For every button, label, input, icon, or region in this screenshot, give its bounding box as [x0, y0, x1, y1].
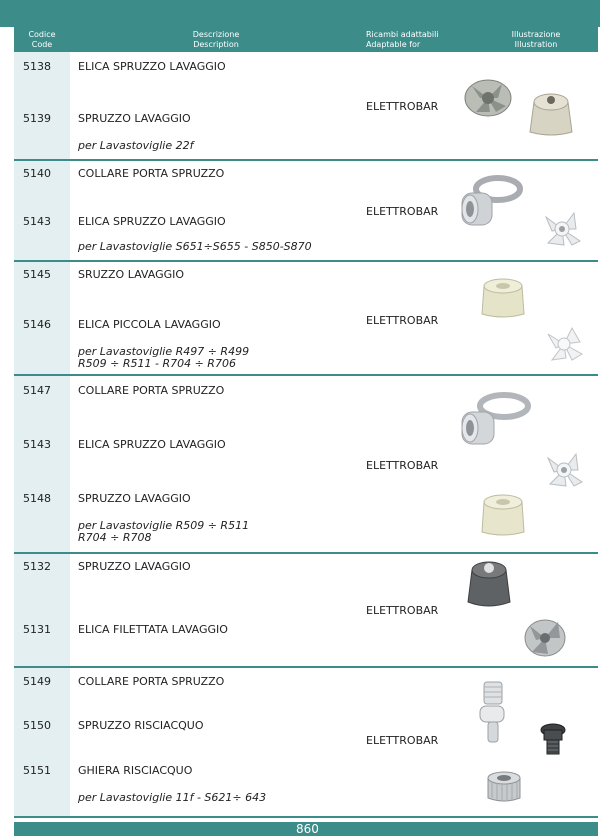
part-code: 5132	[23, 560, 51, 573]
code-column	[14, 668, 70, 816]
header-description	[76, 30, 356, 50]
part-description: ELICA FILETTATA LAVAGGIO	[78, 623, 228, 636]
white-propeller-icon	[542, 450, 586, 490]
part-code: 5140	[23, 167, 51, 180]
part-description: ELICA SPRUZZO LAVAGGIO	[78, 438, 226, 451]
top-band	[0, 0, 600, 27]
parts-section-1	[14, 52, 598, 161]
header-ill-it: Illustrazione	[511, 30, 561, 39]
part-code: 5150	[23, 719, 51, 732]
parts-section-4	[14, 376, 598, 554]
compatibility-note: per Lavastoviglie S651÷S655 - S850-S870	[78, 240, 312, 253]
grey-ring-nut-icon	[484, 768, 524, 808]
header-code-it: Codice	[28, 30, 56, 39]
header-desc-it: Descrizione	[192, 30, 240, 39]
cream-nozzle-icon	[478, 490, 528, 538]
part-code: 5149	[23, 675, 51, 688]
white-small-propeller-icon	[542, 324, 586, 364]
part-description: ELICA SPRUZZO LAVAGGIO	[78, 60, 226, 73]
part-description: SRUZZO LAVAGGIO	[78, 268, 185, 281]
white-propeller-icon	[540, 209, 584, 249]
part-description: ELICA PICCOLA LAVAGGIO	[78, 318, 221, 331]
part-code: 5139	[23, 112, 51, 125]
header-adaptable	[366, 30, 456, 50]
compatibility-note: per Lavastoviglie 22f	[78, 139, 194, 152]
page-footer	[14, 822, 598, 836]
part-code: 5145	[23, 268, 51, 281]
table-header	[14, 27, 598, 52]
part-code: 5138	[23, 60, 51, 73]
rinse-collar-icon	[476, 680, 514, 746]
part-code: 5147	[23, 384, 51, 397]
part-code: 5148	[23, 492, 51, 505]
grey-propeller-icon	[462, 76, 514, 120]
part-description: SPRUZZO LAVAGGIO	[78, 560, 191, 573]
parts-section-6	[14, 668, 598, 818]
part-code: 5143	[23, 215, 51, 228]
pipe-collar-icon	[458, 392, 534, 448]
adaptable-brand: ELETTROBAR	[366, 734, 439, 747]
beige-nozzle-cap-icon	[526, 84, 576, 138]
header-code	[14, 30, 70, 50]
part-code: 5146	[23, 318, 51, 331]
adaptable-brand: ELETTROBAR	[366, 314, 439, 327]
header-adapt-it: Ricambi adattabili	[366, 30, 439, 39]
adaptable-brand: ELETTROBAR	[366, 100, 439, 113]
parts-section-3	[14, 262, 598, 376]
header-ill-en: Illustration	[514, 40, 558, 49]
compatibility-note: per Lavastoviglie R509 ÷ R511 R704 ÷ R708	[78, 519, 250, 544]
black-rinse-nozzle-icon	[538, 722, 568, 758]
header-desc-en: Description	[193, 40, 239, 49]
compatibility-note: per Lavastoviglie R497 ÷ R499 R509 ÷ R511 - R704 ÷ R706	[78, 345, 250, 370]
cream-nozzle-icon	[478, 274, 528, 320]
compatibility-note: per Lavastoviglie 11f - S621÷ 643	[78, 791, 267, 804]
page-number: 860	[296, 822, 319, 836]
dark-grey-nozzle-icon	[464, 556, 514, 612]
pipe-collar-icon	[458, 175, 528, 229]
part-description: COLLARE PORTA SPRUZZO	[78, 384, 225, 397]
part-description: COLLARE PORTA SPRUZZO	[78, 675, 225, 688]
header-adapt-en: Adaptable for	[366, 40, 421, 49]
part-description: COLLARE PORTA SPRUZZO	[78, 167, 225, 180]
part-code: 5151	[23, 764, 51, 777]
parts-section-5	[14, 554, 598, 668]
adaptable-brand: ELETTROBAR	[366, 459, 439, 472]
code-column	[14, 376, 70, 552]
part-description: SPRUZZO LAVAGGIO	[78, 112, 191, 125]
part-description: ELICA SPRUZZO LAVAGGIO	[78, 215, 226, 228]
part-code: 5131	[23, 623, 51, 636]
parts-section-2	[14, 161, 598, 262]
part-description: SPRUZZO RISCIACQUO	[78, 719, 204, 732]
header-code-en: Code	[31, 40, 53, 49]
part-description: GHIERA RISCIACQUO	[78, 764, 193, 777]
grey-threaded-propeller-icon	[522, 616, 568, 660]
part-description: SPRUZZO LAVAGGIO	[78, 492, 191, 505]
part-code: 5143	[23, 438, 51, 451]
adaptable-brand: ELETTROBAR	[366, 205, 439, 218]
header-illustration	[476, 30, 596, 50]
adaptable-brand: ELETTROBAR	[366, 604, 439, 617]
